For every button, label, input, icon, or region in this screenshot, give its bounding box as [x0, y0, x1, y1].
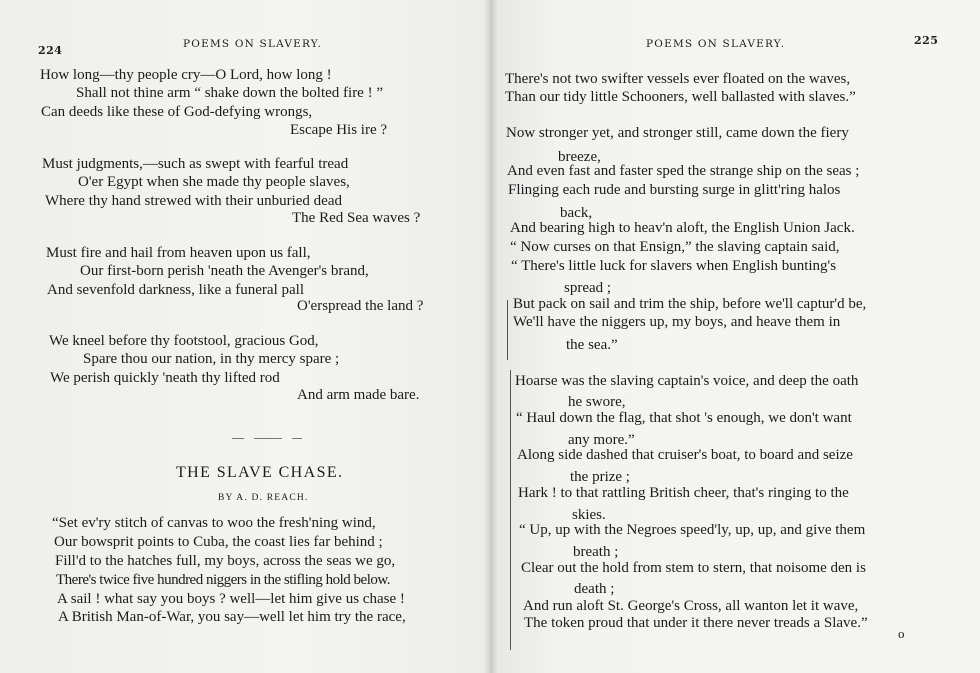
- poem-line: Escape His ire ?: [290, 122, 388, 138]
- poem-line: Than our tidy little Schooners, well ballasted with slaves.”: [505, 89, 856, 105]
- poem-line: And bearing high to heav'n aloft, the English Union Jack.: [510, 220, 855, 236]
- poem-line: We kneel before thy footstool, gracious God,: [49, 333, 319, 349]
- poem-line: the prize ;: [570, 469, 630, 485]
- poem-line: spread ;: [564, 280, 612, 296]
- poem-line: Must fire and hail from heaven upon us fall,: [46, 245, 311, 261]
- margin-line: [510, 370, 511, 650]
- separator-dash: [254, 438, 282, 439]
- page-number-left: 224: [38, 44, 63, 57]
- separator-dash: [292, 438, 302, 439]
- separator-dash: [232, 438, 244, 439]
- poem-line: Hark ! to that rattling British cheer, that's ringing to the: [518, 485, 849, 501]
- poem-line: skies.: [572, 507, 606, 523]
- margin-line: [507, 300, 508, 360]
- book-gutter: [484, 0, 498, 673]
- poem-line: Now stronger yet, and stronger still, came down the fiery: [506, 125, 849, 141]
- poem-line: “ Haul down the flag, that shot 's enough, we don't want: [516, 410, 852, 426]
- poem-line: Shall not thine arm “ shake down the bolted fire ! ”: [76, 85, 383, 101]
- poem-line: “Set ev'ry stitch of canvas to woo the fresh'ning wind,: [52, 515, 376, 531]
- running-head-right: POEMS ON SLAVERY.: [646, 38, 786, 50]
- page-number-right: 225: [914, 34, 939, 47]
- poem-line: But pack on sail and trim the ship, before we'll captur'd be,: [513, 296, 867, 312]
- poem-line: The token proud that under it there never treads a Slave.”: [524, 615, 868, 631]
- poem-line: Hoarse was the slaving captain's voice, and deep the oath: [515, 373, 859, 389]
- poem-line: “ Up, up with the Negroes speed'ly, up, up, and give them: [519, 522, 866, 538]
- poem-line: Fill'd to the hatches full, my boys, across the seas we go,: [55, 553, 396, 569]
- right-page: [490, 0, 980, 673]
- poem-line: A British Man-of-War, you say—well let him try the race,: [58, 609, 406, 625]
- poem-line: And sevenfold darkness, like a funeral pall: [47, 282, 304, 298]
- poem-line: O'er Egypt when she made thy people slaves,: [78, 174, 350, 190]
- poem-line: A sail ! what say you boys ? well—let him give us chase !: [57, 591, 405, 607]
- poem-line: And even fast and faster sped the strange ship on the seas ;: [507, 163, 860, 179]
- poem-line: death ;: [574, 581, 615, 597]
- poem-line: Spare thou our nation, in thy mercy spare ;: [83, 351, 340, 367]
- poem-line: Our first-born perish 'neath the Avenger's brand,: [80, 263, 369, 279]
- poem-line: Our bowsprit points to Cuba, the coast lies far behind ;: [54, 534, 383, 550]
- signature-mark: o: [898, 626, 905, 641]
- poem-line: Clear out the hold from stem to stern, that noisome den is: [521, 560, 866, 576]
- poem-line: breath ;: [573, 544, 619, 560]
- poem-line: We perish quickly 'neath thy lifted rod: [50, 370, 280, 386]
- poem-line: “ Now curses on that Ensign,” the slaving captain said,: [510, 239, 840, 255]
- poem-line: “ There's little luck for slavers when English bunting's: [511, 258, 837, 274]
- poem-line: Flinging each rude and bursting surge in glitt'ring halos: [508, 182, 841, 198]
- poem-line: breeze,: [558, 149, 601, 165]
- poem-line: Must judgments,—such as swept with fearful tread: [42, 156, 349, 172]
- poem-line: We'll have the niggers up, my boys, and heave them in: [513, 314, 841, 330]
- poem-line: How long—thy people cry—O Lord, how long !: [40, 67, 332, 83]
- poem-line: back,: [560, 205, 593, 221]
- poem-line: There's twice five hundred niggers in the stifling hold below.: [56, 572, 390, 588]
- running-head-left: POEMS ON SLAVERY.: [183, 38, 323, 50]
- poem-line: any more.”: [568, 432, 635, 448]
- poem-line: Where thy hand strewed with their unburied dead: [45, 193, 342, 209]
- poem-line: The Red Sea waves ?: [292, 210, 421, 226]
- poem-line: There's not two swifter vessels ever floated on the waves,: [505, 71, 851, 87]
- poem-line: the sea.”: [566, 337, 618, 353]
- poem-line: Along side dashed that cruiser's boat, to board and seize: [517, 447, 853, 463]
- poem-line: O'erspread the land ?: [297, 298, 424, 314]
- poem-title: THE SLAVE CHASE.: [176, 464, 344, 481]
- poem-line: And arm made bare.: [297, 387, 420, 403]
- poem-line: Can deeds like these of God-defying wrongs,: [41, 104, 313, 120]
- poem-line: And run aloft St. George's Cross, all wanton let it wave,: [523, 598, 859, 614]
- poem-byline: BY A. D. REACH.: [218, 493, 309, 503]
- poem-line: he swore,: [568, 394, 626, 410]
